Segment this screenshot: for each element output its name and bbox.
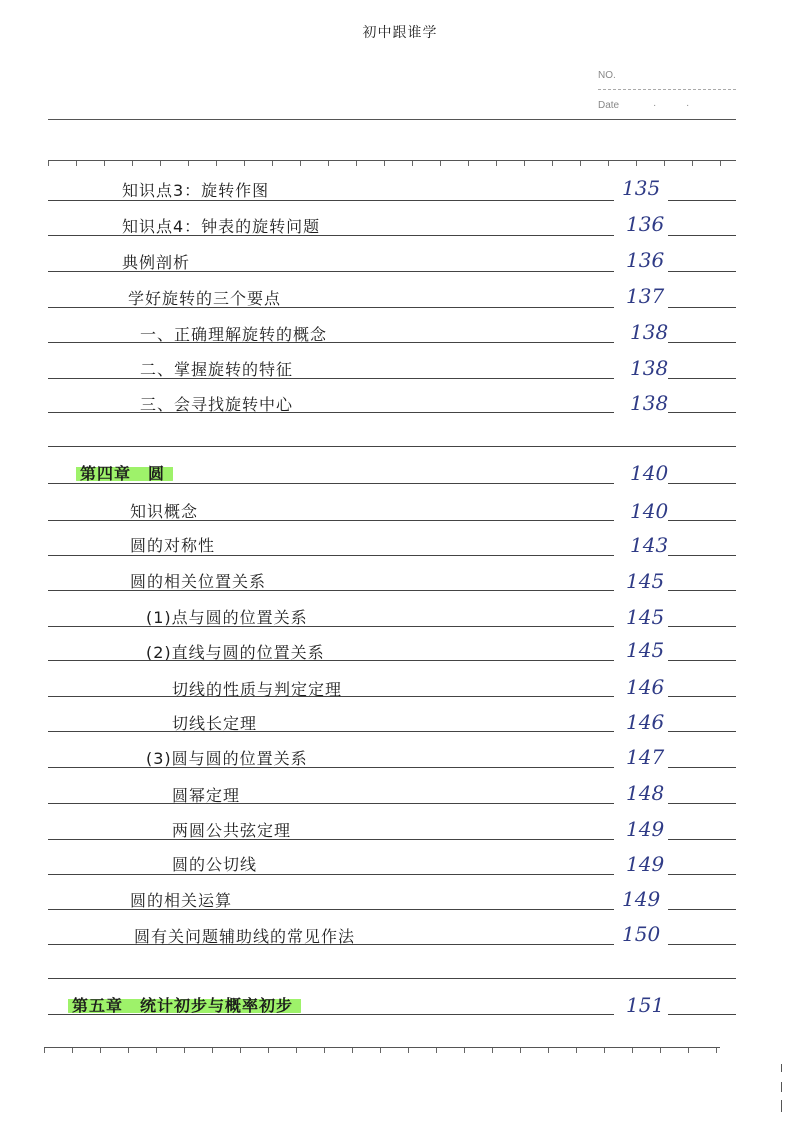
toc-entry-page: 143: [630, 533, 669, 557]
ruled-line: [48, 412, 614, 413]
ruled-line: [668, 660, 736, 661]
ruled-line: [668, 944, 736, 945]
page-header-title: 初中跟谁学: [362, 25, 438, 41]
toc-entry-text: 知识点4：钟表的旋转问题: [122, 217, 321, 236]
toc-entry-page: 138: [630, 320, 669, 344]
toc-entry-page: 149: [622, 887, 661, 911]
ruled-line: [668, 555, 736, 556]
toc-entry-text: 圆的相关运算: [130, 891, 233, 910]
toc-entry-text: 知识点3：旋转作图: [122, 181, 270, 200]
toc-entry-page: 138: [630, 391, 669, 415]
toc-entry-page: 150: [622, 922, 661, 946]
toc-entry-text: (2)直线与圆的位置关系: [146, 643, 325, 662]
ruled-line: [668, 520, 736, 521]
ruled-line: [668, 342, 736, 343]
toc-entry-page: 146: [626, 710, 665, 734]
ruled-line: [668, 696, 736, 697]
date-dot: ·: [686, 100, 690, 111]
ruled-line: [48, 342, 614, 343]
toc-entry-page: 149: [626, 817, 665, 841]
ruled-line: [48, 483, 614, 484]
toc-entry-text: (1)点与圆的位置关系: [146, 608, 308, 627]
toc-entry-page: 151: [626, 993, 665, 1017]
ruled-line: [48, 874, 614, 875]
toc-entry-page: 145: [626, 605, 665, 629]
toc-entry-text: 两圆公共弦定理: [172, 821, 292, 840]
ruler-tick-line: [48, 160, 736, 167]
toc-entry-text: 切线的性质与判定定理: [172, 680, 343, 699]
ruled-line: [668, 839, 736, 840]
chapter-heading: [76, 461, 173, 484]
toc-entry-page: 135: [622, 176, 661, 200]
ruled-line: [48, 378, 614, 379]
ruled-line: [668, 803, 736, 804]
toc-entry-page: 146: [626, 675, 665, 699]
toc-entry-text: (3)圆与圆的位置关系: [146, 749, 308, 768]
ruled-line: [48, 1014, 614, 1015]
ruled-line: [668, 483, 736, 484]
ruled-line: [668, 590, 736, 591]
ruled-line: [48, 626, 614, 627]
toc-entry-text: 知识概念: [130, 502, 199, 521]
margin-tick: [781, 1100, 782, 1112]
toc-entry-text: 切线长定理: [172, 714, 258, 733]
chapter-heading: [68, 993, 301, 1016]
ruled-line: [48, 200, 614, 201]
toc-entry-page: 148: [626, 781, 665, 805]
toc-entry-text: 圆的相关位置关系: [130, 572, 267, 591]
ruled-line: [48, 909, 614, 910]
toc-entry-page: 136: [626, 212, 665, 236]
chapter-highlight: 第五章 统计初步与概率初步: [68, 996, 301, 1015]
ruled-line: [48, 696, 614, 697]
ruled-line: [48, 767, 614, 768]
ruled-line: [48, 590, 614, 591]
ruled-line: [48, 235, 614, 236]
toc-entry-page: 147: [626, 745, 665, 769]
ruled-line: [48, 307, 614, 308]
no-label: NO.: [598, 70, 616, 81]
toc-entry-text: 圆幂定理: [172, 786, 241, 805]
toc-entry-text: 圆的公切线: [172, 855, 258, 874]
toc-entry-page: 149: [626, 852, 665, 876]
date-label: Date: [598, 100, 620, 111]
toc-entry-page: 137: [626, 284, 665, 308]
toc-entry-page: 138: [630, 356, 669, 380]
toc-entry-text: 圆有关问题辅助线的常见作法: [134, 927, 356, 946]
ruled-line: [668, 307, 736, 308]
ruled-line: [668, 874, 736, 875]
toc-entry-text: 二、掌握旋转的特征: [140, 360, 294, 379]
ruled-line: [668, 909, 736, 910]
ruled-line: [48, 731, 614, 732]
ruled-line: [48, 446, 736, 447]
ruled-line: [668, 200, 736, 201]
chapter-highlight: 第四章 圆: [76, 464, 173, 483]
top-rule: [48, 119, 736, 120]
ruled-line: [48, 660, 614, 661]
toc-entry-text: 典例剖析: [122, 253, 191, 272]
margin-tick: [781, 1082, 782, 1092]
ruled-line: [668, 235, 736, 236]
toc-entry-text: 学好旋转的三个要点: [128, 289, 282, 308]
toc-entry-text: 圆的对称性: [130, 536, 216, 555]
ruled-line: [668, 731, 736, 732]
toc-entry-page: 140: [630, 499, 669, 523]
ruled-line: [668, 378, 736, 379]
no-line: [598, 89, 736, 90]
ruled-line: [668, 412, 736, 413]
ruled-line: [668, 626, 736, 627]
ruled-line: [48, 839, 614, 840]
toc-entry-text: 一、正确理解旋转的概念: [140, 325, 328, 344]
ruler-tick-line: [44, 1047, 720, 1054]
margin-tick: [781, 1064, 782, 1072]
ruled-line: [48, 803, 614, 804]
toc-entry-page: 136: [626, 248, 665, 272]
ruled-line: [668, 1014, 736, 1015]
date-dot: ·: [653, 100, 657, 111]
ruled-line: [48, 271, 614, 272]
ruled-line: [48, 978, 736, 979]
ruled-line: [668, 767, 736, 768]
ruled-line: [48, 555, 614, 556]
ruled-line: [48, 944, 614, 945]
ruled-line: [48, 520, 614, 521]
toc-entry-page: 145: [626, 569, 665, 593]
toc-entry-text: 三、会寻找旋转中心: [140, 395, 294, 414]
toc-entry-page: 140: [630, 461, 669, 485]
ruled-line: [668, 271, 736, 272]
toc-entry-page: 145: [626, 638, 665, 662]
